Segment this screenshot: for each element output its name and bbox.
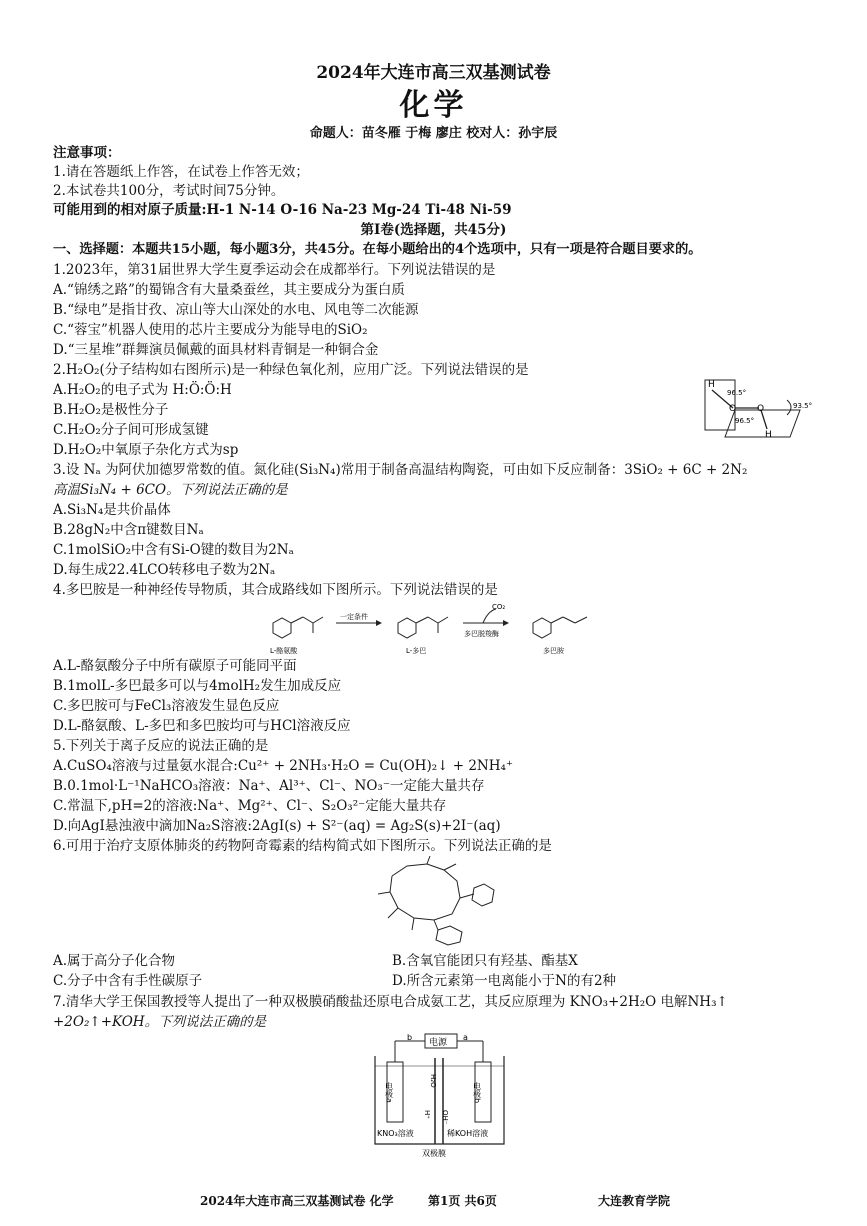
koh-solution-label: 稀KOH溶液 [447, 1129, 489, 1138]
co2-label: CO₂ [492, 603, 506, 611]
q3-option-c: C.1molSiO₂中含有Si-O键的数目为2Nₐ [53, 542, 294, 558]
water-label: H₂O [429, 1074, 437, 1088]
q5-option-a: A.CuSO₄溶液与过量氨水混合:Cu²⁺ + 2NH₃·H₂O = Cu(OH)₂↓ + 2NH₄⁺ [53, 758, 514, 774]
q1-stem: 1.2023年，第31届世界大学生夏季运动会在成都举行。下列说法错误的是 [53, 262, 496, 278]
electrolysis-cell-figure [367, 1032, 512, 1187]
q2-option-c: C.H₂O₂分子间可形成氢键 [53, 422, 209, 438]
q5-option-b: B.0.1mol·L⁻¹NaHCO₃溶液：Na⁺、Al³⁺、Cl⁻、NO₃⁻一定能大量共存 [53, 778, 485, 794]
q3-option-a: A.Si₃N₄是共价晶体 [53, 502, 171, 518]
q5-stem: 5.下列关于离子反应的说法正确的是 [53, 738, 269, 754]
q3-stem-2: 高温Si₃N₄ + 6CO。下列说法正确的是 [53, 482, 288, 498]
q5-option-d: D.向AgI悬浊液中滴加Na₂S溶液:2AgI(s) + S²⁻(aq) = Ag₂S(s)+2I⁻(aq) [53, 818, 501, 834]
h2o2-label-o-right: O [757, 404, 765, 414]
azithromycin-structure-figure [372, 856, 502, 946]
decarboxylase-label: 多巴脱羧酶 [464, 630, 499, 638]
oh-minus-label: OH⁻ [441, 1110, 449, 1125]
electrode-a-label: 电极a [384, 1082, 394, 1103]
footer-page-number: 第1页 共6页 [428, 1194, 497, 1208]
q1-option-c: C.“蓉宝”机器人使用的芯片主要成分为能导电的SiO₂ [53, 322, 368, 338]
q4-option-d: D.L-酪氨酸、L-多巴和多巴胺均可与HCl溶液反应 [53, 718, 351, 734]
terminal-b-label: b [407, 1033, 413, 1042]
q1-option-a: A.“锦绣之路”的蜀锦含有大量桑蚕丝，其主要成分为蛋白质 [53, 282, 405, 298]
q4-stem: 4.多巴胺是一种神经传导物质，其合成路线如下图所示。下列说法错误的是 [53, 582, 498, 598]
q7-stem: 7.清华大学王保国教授等人提出了一种双极膜硝酸盐还原电合成氨工艺，其反应原理为 KNO₃+2H₂O 电解NH₃↑ [53, 994, 728, 1010]
q6-option-c: C.分子中含有手性碳原子 [53, 973, 203, 989]
dopamine-label: 多巴胺 [543, 647, 564, 655]
q6-option-b: B.含氧官能团只有羟基、酯基X [392, 953, 578, 969]
h2o2-label-h-top: H [708, 380, 715, 390]
q6-option-d: D.所含元素第一电离能小于N的有2种 [392, 973, 617, 989]
q2-option-a: A.H₂O₂的电子式为 H:Ö:Ö:H [53, 382, 232, 398]
h2o2-label-angle-top: 96.5° [727, 389, 747, 397]
kno3-solution-label: KNO₃溶液 [377, 1129, 414, 1138]
power-source-label: 电源 [429, 1038, 448, 1048]
q5-option-c: C.常温下,pH=2的溶液:Na⁺、Mg²⁺、Cl⁻、S₂O₃²⁻定能大量共存 [53, 798, 447, 814]
q3-option-b: B.28gN₂中含π键数目Nₐ [53, 522, 204, 538]
h2o2-label-o-left: O [729, 404, 737, 414]
atomic-masses: 可能用到的相对原子质量:H-1 N-14 O-16 Na-23 Mg-24 Ti-48 Ni-59 [53, 202, 512, 218]
q4-option-c: C.多巴胺可与FeCl₃溶液发生显色反应 [53, 698, 280, 714]
h2o2-label-dihedral: 93.5° [793, 402, 813, 410]
l-dopa-label: L-多巴 [406, 647, 427, 655]
l-tyrosine-label: L-酪氨酸 [270, 647, 298, 655]
h2o2-structure-figure [695, 375, 820, 450]
q1-option-b: B.“绿电”是指甘孜、凉山等大山深处的水电、风电等二次能源 [53, 302, 419, 318]
q4-option-b: B.1molL-多巴最多可以与4molH₂发生加成反应 [53, 678, 342, 694]
q2-option-b: B.H₂O₂是极性分子 [53, 402, 169, 418]
footer-exam-name: 2024年大连市高三双基测试卷 化学 [200, 1194, 394, 1208]
q7-stem-2: +2O₂↑+KOH。下列说法正确的是 [53, 1014, 267, 1030]
q2-stem: 2.H₂O₂(分子结构如右图所示)是一种绿色氧化剂，应用广泛。下列说法错误的是 [53, 362, 529, 378]
terminal-a-label: a [463, 1033, 468, 1042]
bipolar-membrane-label: 双极膜 [422, 1149, 446, 1158]
h2o2-label-angle-bottom: 96.5° [735, 417, 755, 425]
electrode-b-label: 电极b [472, 1082, 482, 1104]
q3-option-d: D.每生成22.4LCO转移电子数为2Nₐ [53, 562, 276, 578]
section-heading: 一、选择题：本题共15小题，每小题3分，共45分。在每小题给出的4个选项中，只有一项是符合题目要求的。 [53, 242, 702, 257]
dopamine-synthesis-figure [258, 601, 628, 656]
notice-item-1: 1.请在答题纸上作答，在试卷上作答无效； [53, 164, 309, 180]
h2o2-label-h-bottom: H [765, 430, 772, 440]
notice-heading: 注意事项： [53, 145, 121, 161]
authors-line: 命题人：苗冬雁 于梅 廖庄 校对人：孙宇辰 [309, 126, 558, 141]
footer-publisher: 大连教育学院 [598, 1194, 671, 1208]
part1-title: 第I卷(选择题，共45分) [360, 222, 507, 238]
subject-title: 化学 [399, 88, 468, 123]
q1-option-d: D.“三星堆”群舞演员佩戴的面具材料青铜是一种铜合金 [53, 342, 379, 358]
q6-option-a: A.属于高分子化合物 [53, 953, 176, 969]
exam-title: 2024年大连市高三双基测试卷 [316, 63, 551, 83]
arrow-condition-label: 一定条件 [340, 613, 368, 621]
q2-option-d: D.H₂O₂中氧原子杂化方式为sp [53, 442, 239, 458]
notice-item-2: 2.本试卷共100分，考试时间75分钟。 [53, 183, 285, 199]
h-plus-label: H⁺ [423, 1110, 431, 1119]
q3-stem: 3.设 Nₐ 为阿伏加德罗常数的值。氮化硅(Si₃N₄)常用于制备高温结构陶瓷，可由如下反应制备：3SiO₂ + 6C + 2N₂ [53, 462, 748, 478]
q6-stem: 6.可用于治疗支原体肺炎的药物阿奇霉素的结构简式如下图所示。下列说法正确的是 [53, 838, 552, 854]
q4-option-a: A.L-酪氨酸分子中所有碳原子可能同平面 [53, 658, 297, 674]
